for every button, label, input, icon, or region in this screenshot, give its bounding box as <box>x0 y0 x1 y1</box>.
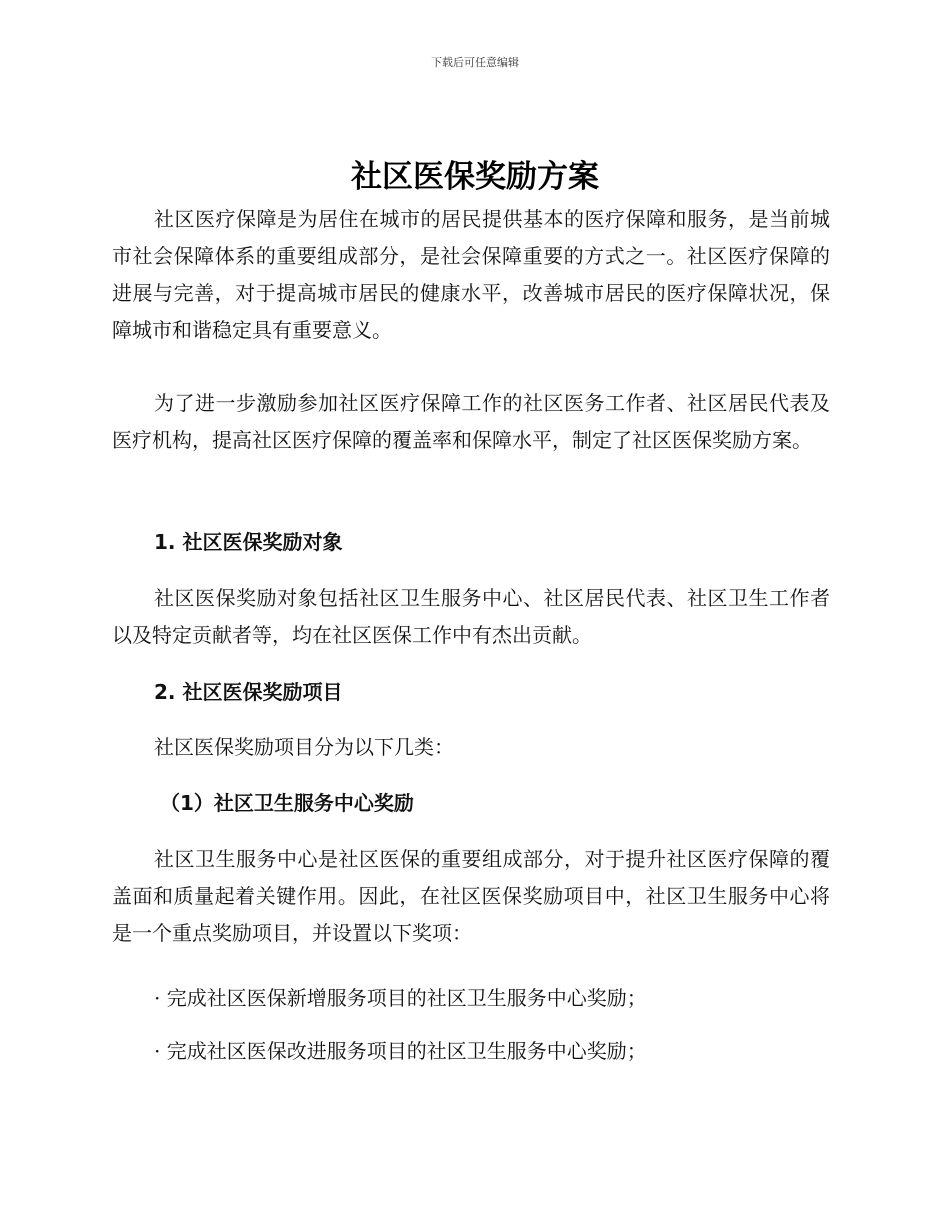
section-heading-items: 2. 社区医保奖励项目 <box>154 680 343 704</box>
center-description-paragraph: 社区卫生服务中心是社区医保的重要组成部分，对于提升社区医疗保障的覆盖面和质量起着关键作用。因此，在社区医保奖励项目中，社区卫生服务中心将是一个重点奖励项目，并设置以下奖项： <box>112 847 830 945</box>
list-item: · 完成社区医保改进服务项目的社区卫生服务中心奖励； <box>154 1039 647 1063</box>
page-header: 下载后可任意编辑 <box>431 56 519 69</box>
subsection-heading-center: （1）社区卫生服务中心奖励 <box>160 791 414 815</box>
purpose-paragraph: 为了进一步激励参加社区医疗保障工作的社区医务工作者、社区居民代表及医疗机构，提高社区医疗保障的覆盖率和保障水平，制定了社区医保奖励方案。 <box>112 391 830 452</box>
list-item: · 完成社区医保新增服务项目的社区卫生服务中心奖励； <box>154 986 647 1010</box>
targets-paragraph: 社区医保奖励对象包括社区卫生服务中心、社区居民代表、社区卫生工作者以及特定贡献者等，均在社区医保工作中有杰出贡献。 <box>112 586 830 647</box>
section-heading-targets: 1. 社区医保奖励对象 <box>154 530 343 554</box>
intro-paragraph: 社区医疗保障是为居住在城市的居民提供基本的医疗保障和服务，是当前城市社会保障体系的重要组成部分，是社会保障重要的方式之一。社区医疗保障的进展与完善，对于提高城市居民的健康水平，改善城市居民的医疗保障状况，保障城市和谐稳定具有重要意义。 <box>112 207 830 342</box>
items-intro-paragraph: 社区医保奖励项目分为以下几类： <box>154 735 454 759</box>
document-title: 社区医保奖励方案 <box>351 159 599 195</box>
